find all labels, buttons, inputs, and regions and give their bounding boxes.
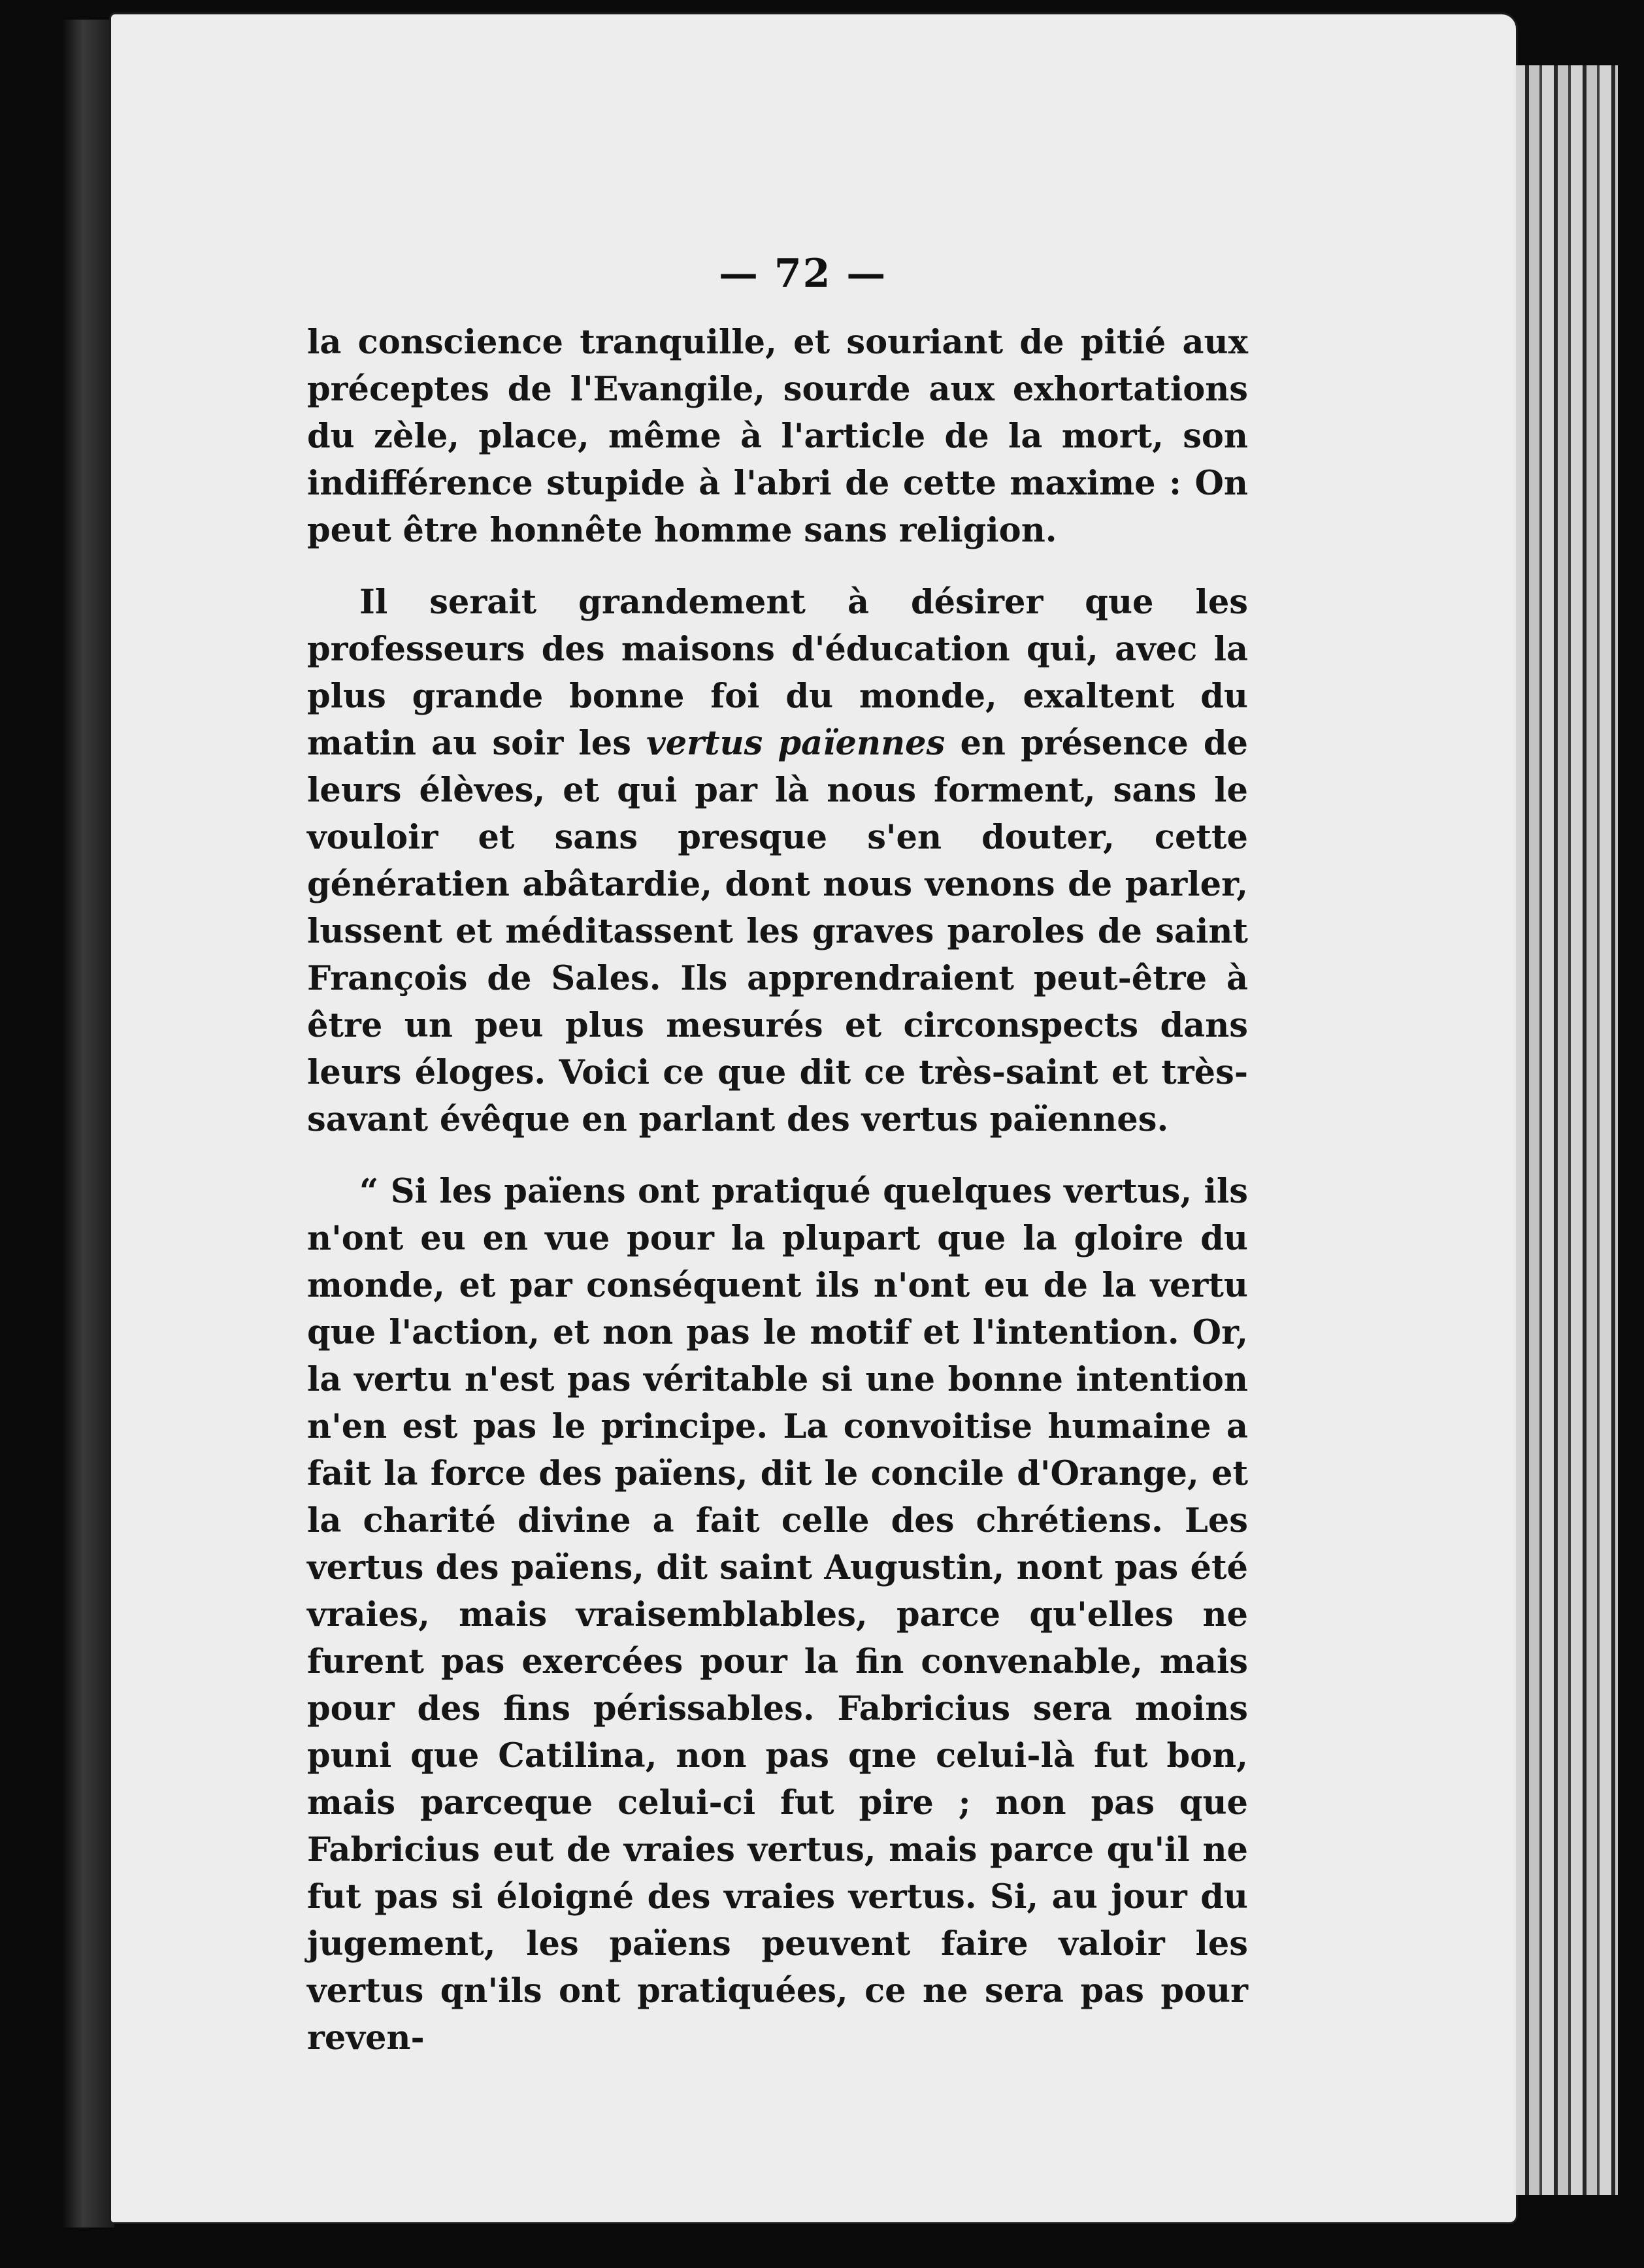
paragraph-quotation: “ Si les païens ont pratiqué quelques vertus, ils n'ont eu en vue pour la plupart que la gloire du monde, et par conséquent ils n'ont eu de la vertu que l'action, et non pas le motif et l'intention. Or, la vertu n'est pas véritable si une bonne intention n'en est pas le principe. La convoitise humaine a fait la force des païens, dit le concile d'Orange, et la charité divine a fait celle des chrétiens. Les vertus des païens, dit saint Augustin, nont pas été vraies, mais vraisemblables, parce qu'elles ne furent pas exercées pour la fin convenable, mais pour des fins périssables. Fabricius sera moins puni que Catilina, non pas qne celui-là fut bon, mais parceque celui-ci fut pire ; non pas que Fabricius eut de vraies vertus, mais parce qu'il ne fut pas si éloigné des vraies vertus. Si, au jour du jugement, les païens peuvent faire valoir les vertus qn'ils ont pratiquées, ce ne sera pas pour reven- [307, 1172, 1248, 2058]
italic-phrase: vertus païennes [646, 724, 945, 763]
paragraph-text-end: en présence de leurs élèves, et qui par là nous forment, sans le vouloir et sans presque s'en douter, cette génératien abâtardie, dont nous venons de parler, lussent et méditassent les graves paroles de saint François de Sales. Ils apprendraient peut-être à être un peu plus mesurés et circonspects dans leurs éloges. Voici ce que dit ce très-saint et très-savant évêque en parlant des vertus païennes. [307, 724, 1249, 1139]
body-text [307, 319, 1248, 2086]
paragraph-professeurs [307, 579, 1248, 1143]
binding-shadow [62, 20, 114, 2228]
page-edge-folds [1513, 65, 1618, 2195]
page-number: — 72 — [719, 251, 887, 297]
paragraph-text-start: Il serait grandement à désirer que les professeurs des maisons d'éducation qui, avec la plus grande bonne foi du monde, exaltent du matin au soir les [307, 583, 1248, 763]
paragraph-continuation: la conscience tranquille, et souriant de pitié aux préceptes de l'Evangile, sourde aux exhortations du zèle, place, même à l'article de la mort, son indifférence stupide à l'abri de cette maxime : On peut être honnête homme sans religion. [307, 323, 1248, 550]
